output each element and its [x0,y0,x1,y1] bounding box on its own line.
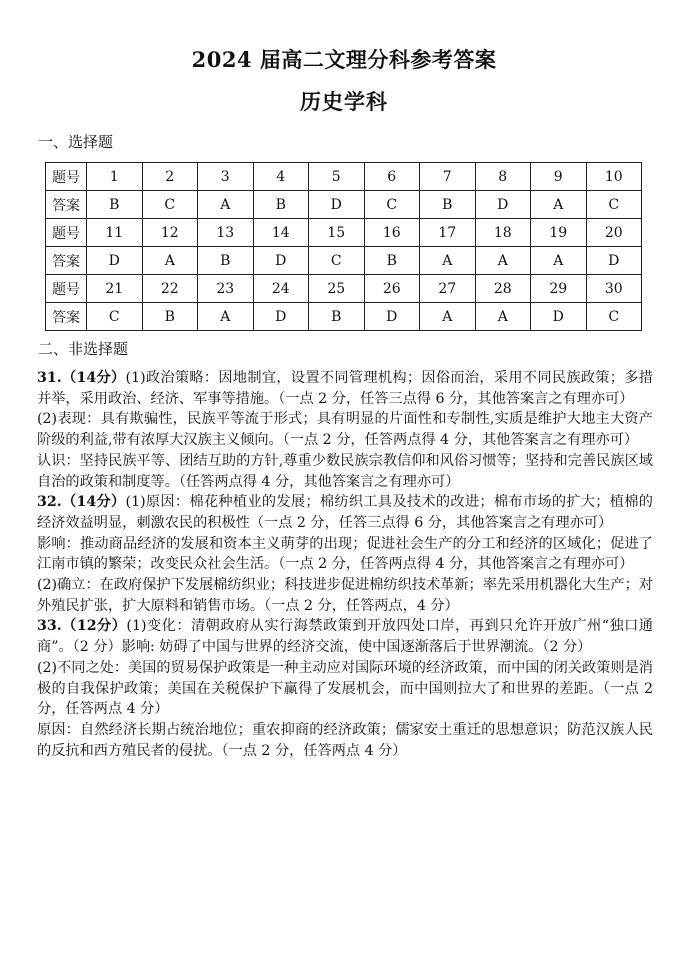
table-cell: D [475,191,531,219]
table-cell: D [253,303,309,331]
table-cell: 15 [309,219,365,247]
section-heading-choice: 一、选择题 [38,133,114,151]
table-row [46,275,642,303]
table-cell: C [87,303,143,331]
table-cell: C [364,191,420,219]
table-cell: 8 [475,163,531,191]
q33-part2: (2)不同之处：美国的贸易保护政策是一种主动应对国际环境的经济政策，而中国的闭关政策则是消极的自我保护政策；美国在关税保护下赢得了发展机会，而中国则拉大了和世界的差距。（一点 2 分，任答两点 4 分） [37,659,653,718]
table-cell: 24 [253,275,309,303]
table-cell: C [586,303,642,331]
table-cell: D [531,303,587,331]
table-row [46,247,642,275]
table-cell: 29 [531,275,587,303]
table-row [46,303,642,331]
table-cell: B [364,247,420,275]
table-cell: A [420,303,476,331]
row-label: 答案 [46,303,87,331]
table-row [46,219,642,247]
table-cell: A [198,303,254,331]
table-cell: A [531,247,587,275]
table-cell: D [364,303,420,331]
row-label: 题号 [46,275,87,303]
table-cell: 13 [198,219,254,247]
q33-part1: 33.（12分）(1)变化：清朝政府从实行海禁政策到开放四处口岸，再到只允许开放广州“独口通商”。（2 分）影响: 妨碍了中国与世界的经济交流，使中国逐渐落后于世界潮流。（2 分） [37,618,653,656]
answers-body [37,368,653,761]
table-cell: 5 [309,163,365,191]
table-cell: 25 [309,275,365,303]
row-label: 答案 [46,191,87,219]
q32-part2: 影响：推动商品经济的发展和资本主义萌芽的出现；促进社会生产的分工和经济的区域化；促进了江南市镇的繁荣；改变民众社会生活。（一点 2 分，任答两点得 4 分，其他答案言之有理亦可） [37,535,653,573]
table-cell: C [142,191,198,219]
q33-part3: 原因：自然经济长期占统治地位；重农抑商的经济政策；儒家安土重迁的思想意识；防范汉族人民的反抗和西方殖民者的侵扰。（一点 2 分，任答两点 4 分） [37,721,653,759]
table-cell: 18 [475,219,531,247]
table-cell: 10 [586,163,642,191]
table-cell: 26 [364,275,420,303]
table-cell: 16 [364,219,420,247]
table-cell: 27 [420,275,476,303]
q32-part3: (2)确立：在政府保护下发展棉纺织业；科技进步促进棉纺织技术革新；率先采用机器化大生产；对外殖民扩张，扩大原料和销售市场。（一点 2 分，任答两点，4 分） [37,577,653,614]
table-cell: D [309,191,365,219]
table-cell: 21 [87,275,143,303]
table-cell: 12 [142,219,198,247]
table-cell: A [475,247,531,275]
table-cell: 4 [253,163,309,191]
table-cell: B [253,191,309,219]
table-cell: B [198,247,254,275]
q33-number: 33.（12分） [37,618,127,635]
table-cell: 7 [420,163,476,191]
subject-title: 历史学科 [300,89,388,114]
table-cell: 30 [586,275,642,303]
table-cell: D [586,247,642,275]
row-label: 答案 [46,247,87,275]
table-cell: 23 [198,275,254,303]
table-cell: 1 [87,163,143,191]
q31-number: 31.（14分） [37,370,126,386]
table-row [46,191,642,219]
table-cell: 3 [198,163,254,191]
q31-part3: 认识：坚持民族平等、团结互助的方针,尊重少数民族宗教信仰和风俗习惯等；坚持和完善民族区域自治的政策和制度等。（任答两点得 4 分，其他答案言之有理亦可） [37,452,653,490]
table-cell: A [475,303,531,331]
row-label: 题号 [46,163,87,191]
row-label: 题号 [46,219,87,247]
table-cell: 11 [87,219,143,247]
q32-part1: 32.（14分）(1)原因：棉花种植业的发展；棉纺织工具及技术的改进；棉布市场的扩大；植棉的经济效益明显，刺激农民的积极性（一点 2 分，任答三点得 6 分，其他答案言之有理亦可） [37,494,653,531]
table-cell: 6 [364,163,420,191]
table-cell: 2 [142,163,198,191]
table-cell: A [420,247,476,275]
page-title: 2024 届高二文理分科参考答案 [191,47,497,72]
q31-part1: 31.（14分）(1)政治策略：因地制宜，设置不同管理机构；因俗而治，采用不同民族政策；多措并举，采用政治、经济、军事等措施。（一点 2 分，任答三点得 6 分，其他答案言之有理亦可） [37,370,653,407]
table-cell: 14 [253,219,309,247]
table-cell: 28 [475,275,531,303]
table-cell: 17 [420,219,476,247]
table-cell: C [309,247,365,275]
table-cell: 19 [531,219,587,247]
table-cell: B [309,303,365,331]
table-cell: C [586,191,642,219]
table-cell: 22 [142,275,198,303]
q31-part2: (2)表现：具有欺骗性，民族平等流于形式；具有明显的片面性和专制性,实质是维护大地主大资产阶级的利益,带有浓厚大汉族主义倾向。（一点 2 分，任答两点得 4 分，其他答案言之有理亦可） [37,411,653,449]
table-cell: D [87,247,143,275]
table-cell: A [198,191,254,219]
table-cell: B [87,191,143,219]
table-row [46,163,642,191]
table-cell: 20 [586,219,642,247]
table-cell: B [420,191,476,219]
section-heading-nonchoice: 二、非选择题 [38,340,129,358]
table-cell: 9 [531,163,587,191]
table-cell: A [531,191,587,219]
table-cell: B [142,303,198,331]
table-cell: A [142,247,198,275]
answer-table [45,162,642,331]
table-cell: D [253,247,309,275]
q32-number: 32.（14分） [37,494,126,511]
